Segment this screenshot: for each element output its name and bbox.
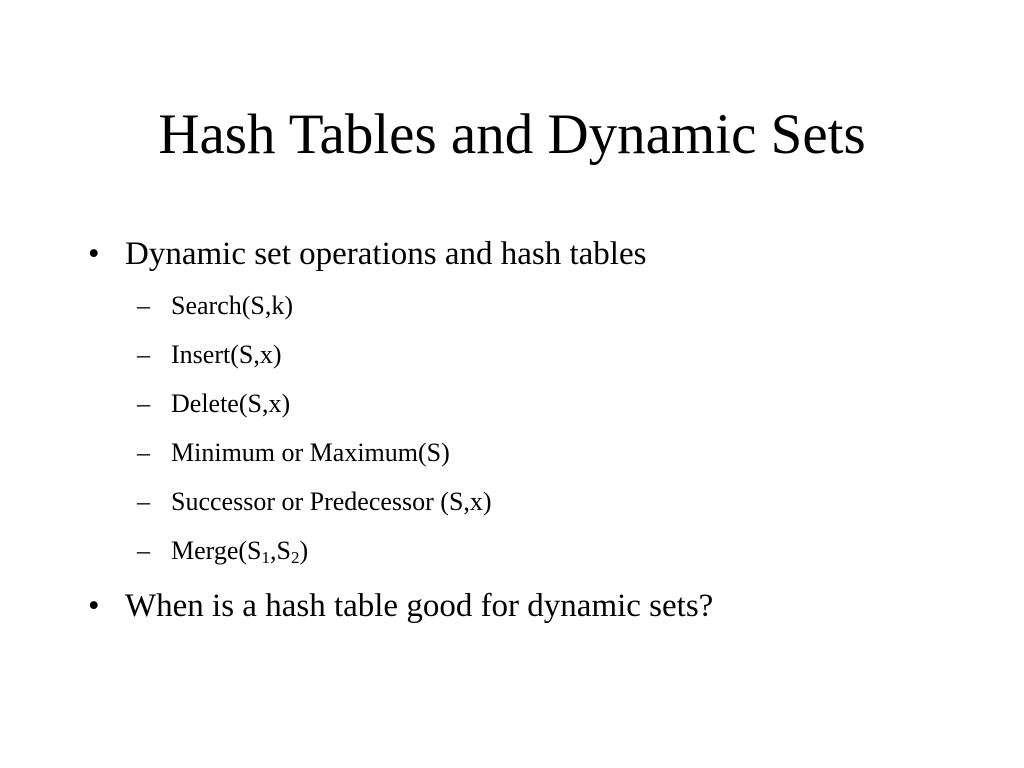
dash-marker: – [137,389,150,418]
dash-marker: – [137,438,150,467]
dash-marker: – [137,291,150,320]
sub-item [137,339,281,371]
merge-suffix: ) [299,536,309,565]
dash-marker: – [137,536,150,565]
sub-item [137,388,290,420]
bullet-text: When is a hash table good for dynamic sets? [125,588,714,624]
merge-subscript-2: 2 [290,548,300,567]
sub-item-text: Successor or Predecessor (S,x) [171,487,492,516]
sub-item-text: Insert(S,x) [171,340,282,369]
bullet-text: Dynamic set operations and hash tables [125,236,647,272]
bullet-marker: • [88,588,100,624]
slide-title: Hash Tables and Dynamic Sets [158,103,866,166]
sub-item-text: Delete(S,x) [171,389,291,418]
merge-prefix: Merge(S [171,536,262,565]
sub-item [137,437,450,469]
sub-item-merge [137,535,308,567]
sub-item-text: Minimum or Maximum(S) [171,438,450,467]
merge-subscript-1: 1 [261,548,271,567]
bullet-item [88,234,646,274]
sub-item [137,290,293,322]
sub-item-text: Search(S,k) [171,291,294,320]
merge-middle: ,S [270,536,291,565]
bullet-item [88,586,713,626]
bullet-marker: • [88,236,100,272]
dash-marker: – [137,487,150,516]
dash-marker: – [137,340,150,369]
sub-item [137,486,492,518]
